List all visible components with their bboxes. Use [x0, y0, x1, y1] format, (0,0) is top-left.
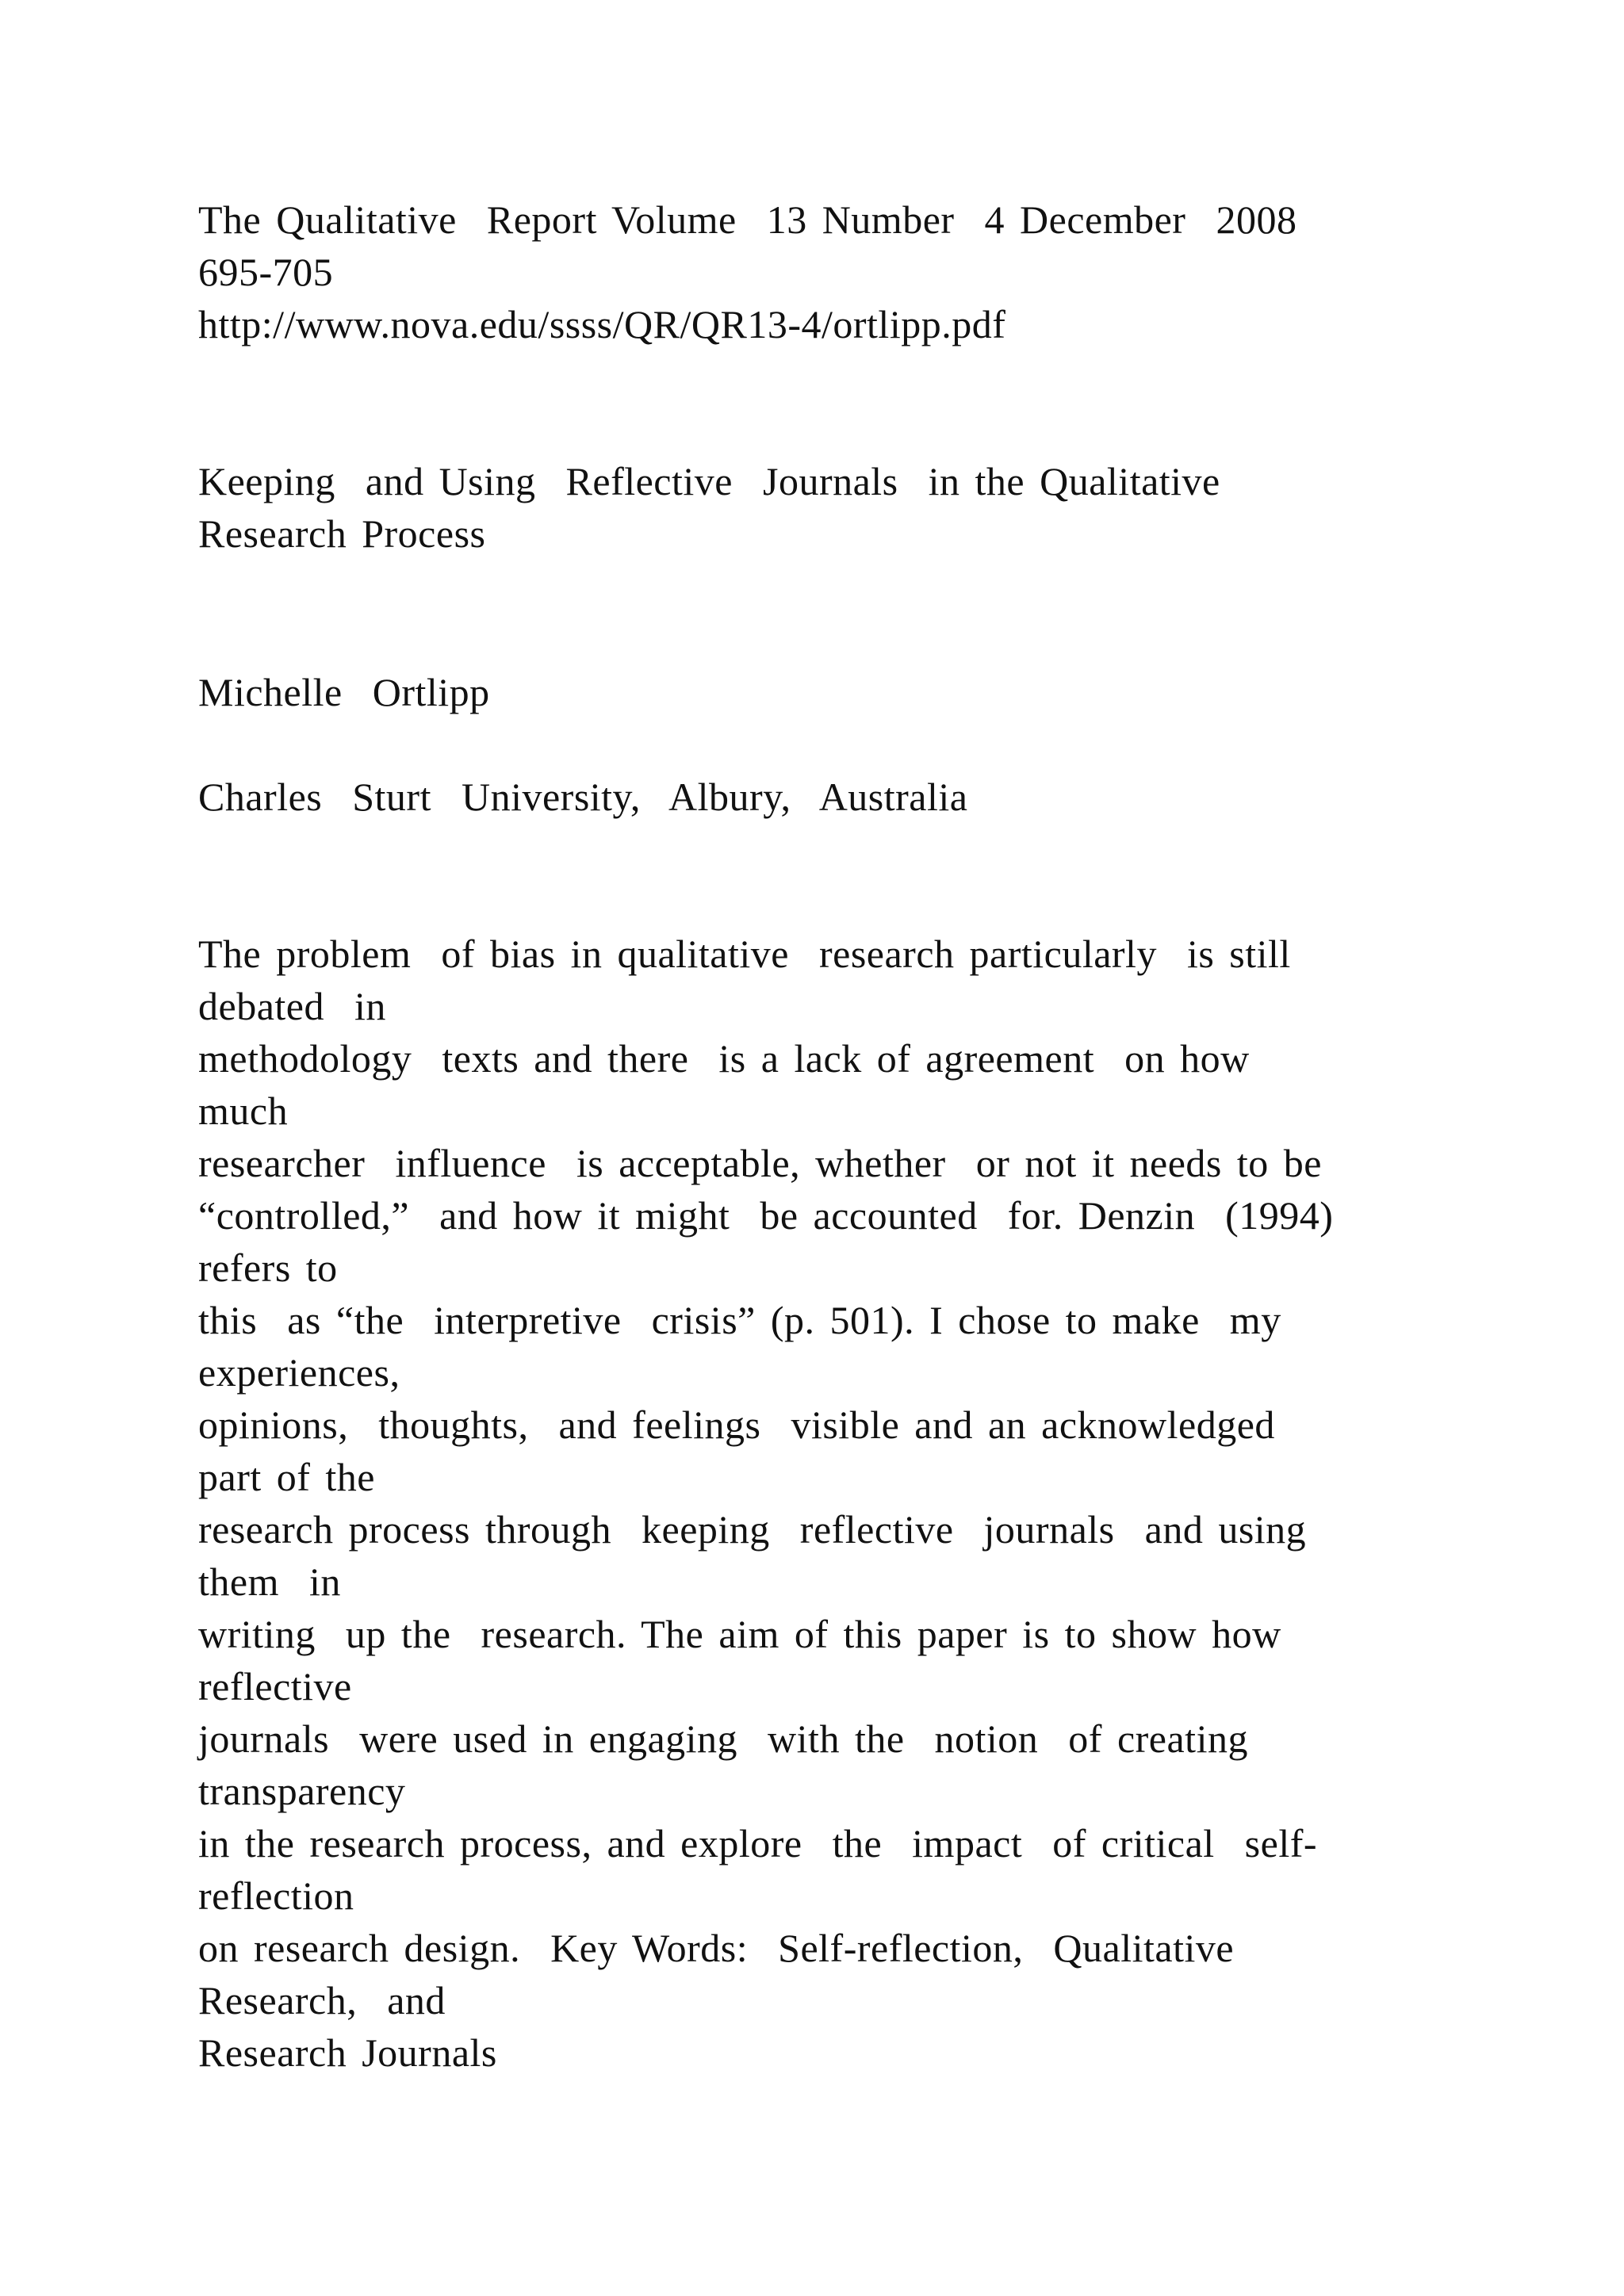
- citation-header: [198, 193, 1546, 350]
- abstract-line: debated in: [198, 984, 386, 1028]
- author-name: [198, 666, 1546, 718]
- citation-line-pages: 695-705: [198, 250, 334, 294]
- abstract-line: refers to: [198, 1246, 338, 1290]
- abstract-line: on research design. Key Words: Self-reflection, Qualitative: [198, 1926, 1235, 1970]
- author-affiliation: [198, 771, 1546, 823]
- author-line: Michelle Ortlipp: [198, 670, 490, 714]
- paper-title: [198, 455, 1546, 560]
- abstract-line: methodology texts and there is a lack of agreement on how: [198, 1036, 1250, 1081]
- abstract-line: them in: [198, 1559, 341, 1604]
- abstract-line: transparency: [198, 1769, 406, 1813]
- abstract-line: Research Journals: [198, 2030, 497, 2075]
- abstract-line: Research, and: [198, 1978, 446, 2022]
- citation-line-journal: The Qualitative Report Volume 13 Number 4 December 2008: [198, 197, 1297, 242]
- title-line: Research Process: [198, 511, 486, 556]
- title-line: Keeping and Using Reflective Journals in the Qualitative: [198, 459, 1220, 503]
- citation-line-url: http://www.nova.edu/ssss/QR/QR13-4/ortlipp.pdf: [198, 302, 1006, 346]
- affiliation-line: Charles Sturt University, Albury, Australia: [198, 775, 968, 819]
- abstract-line: “controlled,” and how it might be accounted for. Denzin (1994): [198, 1193, 1334, 1238]
- abstract: [198, 928, 1546, 2079]
- abstract-line: journals were used in engaging with the notion of creating: [198, 1716, 1248, 1761]
- abstract-line: experiences,: [198, 1350, 400, 1395]
- abstract-line: The problem of bias in qualitative research particularly is still: [198, 932, 1291, 976]
- abstract-line: research process through keeping reflective journals and using: [198, 1507, 1307, 1552]
- abstract-line: reflection: [198, 1873, 354, 1918]
- abstract-line: part of the: [198, 1455, 375, 1499]
- abstract-line: opinions, thoughts, and feelings visible and an acknowledged: [198, 1402, 1275, 1447]
- abstract-line: writing up the research. The aim of this paper is to show how: [198, 1612, 1281, 1656]
- abstract-line: this as “the interpretive crisis” (p. 501). I chose to make my: [198, 1298, 1281, 1342]
- abstract-line: much: [198, 1089, 289, 1133]
- abstract-line: researcher influence is acceptable, whether or not it needs to be: [198, 1141, 1322, 1185]
- abstract-line: in the research process, and explore the impact of critical self-: [198, 1821, 1318, 1866]
- abstract-line: reflective: [198, 1664, 352, 1709]
